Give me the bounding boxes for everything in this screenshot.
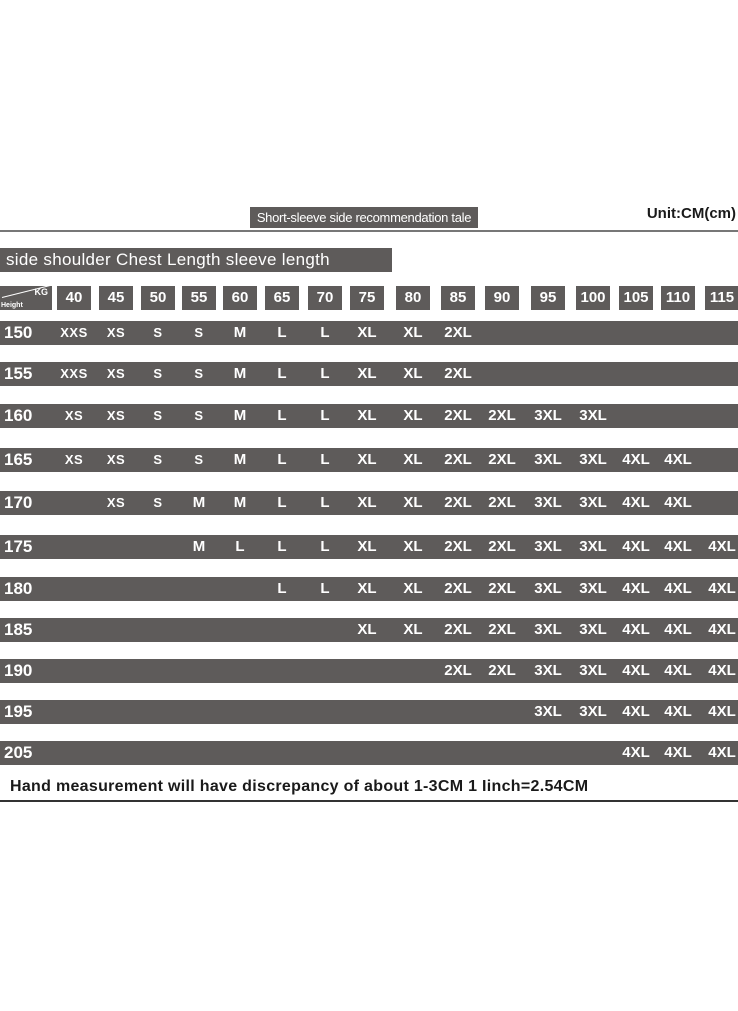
size-cell: 2XL (488, 662, 516, 679)
row-height-label: 165 (4, 450, 33, 469)
table-row (0, 618, 738, 642)
weight-header-40: 40 (57, 286, 91, 310)
size-cell: 4XL (664, 580, 692, 597)
size-cell: 3XL (534, 621, 562, 638)
weight-header-70: 70 (308, 286, 342, 310)
size-cell: L (320, 538, 330, 555)
weight-header-105: 105 (619, 286, 653, 310)
size-cell: 4XL (622, 494, 650, 511)
size-cell: 3XL (579, 407, 607, 424)
size-cell: S (153, 325, 163, 340)
weight-header-95: 95 (531, 286, 565, 310)
weight-header-60: 60 (223, 286, 257, 310)
size-cell: L (277, 407, 287, 424)
size-cell: 3XL (579, 662, 607, 679)
size-cell: M (233, 451, 247, 468)
size-cell: 2XL (444, 494, 472, 511)
size-cell: XL (403, 621, 423, 638)
size-cell: 3XL (579, 451, 607, 468)
row-height-label: 205 (4, 743, 33, 762)
row-height-label: 185 (4, 620, 33, 639)
size-cell: 4XL (664, 744, 692, 761)
size-cell: 4XL (708, 580, 736, 597)
size-cell: L (320, 407, 330, 424)
row-height-label: 150 (4, 323, 33, 342)
kg-label: KG (34, 287, 48, 297)
size-cell: XL (357, 451, 377, 468)
table-row (0, 741, 738, 765)
size-cell: 3XL (534, 538, 562, 555)
size-cell: XS (64, 408, 84, 423)
size-cell: XL (403, 538, 423, 555)
size-cell: 2XL (444, 662, 472, 679)
size-cell: 2XL (444, 451, 472, 468)
size-cell: XS (106, 408, 126, 423)
size-cell: L (320, 324, 330, 341)
row-height-label: 190 (4, 661, 33, 680)
row-height-label: 170 (4, 493, 33, 512)
weight-header-85: 85 (441, 286, 475, 310)
size-cell: 2XL (444, 365, 472, 382)
divider-top (0, 230, 738, 232)
size-cell: 3XL (579, 494, 607, 511)
size-cell: 3XL (534, 703, 562, 720)
size-cell: XL (403, 324, 423, 341)
weight-header-55: 55 (182, 286, 216, 310)
size-cell: S (194, 452, 204, 467)
table-row (0, 491, 738, 515)
size-cell: XL (403, 580, 423, 597)
height-label: Height (1, 302, 23, 309)
size-cell: M (192, 494, 206, 511)
size-cell: 3XL (534, 407, 562, 424)
table-row (0, 700, 738, 724)
size-cell: S (153, 452, 163, 467)
size-cell: S (153, 495, 163, 510)
size-cell: S (194, 366, 204, 381)
size-cell: L (277, 324, 287, 341)
weight-header-65: 65 (265, 286, 299, 310)
weight-header-100: 100 (576, 286, 610, 310)
size-cell: S (153, 408, 163, 423)
size-cell: 4XL (622, 621, 650, 638)
size-cell: 2XL (488, 538, 516, 555)
size-cell: 4XL (622, 580, 650, 597)
weight-header-45: 45 (99, 286, 133, 310)
size-cell: XS (106, 495, 126, 510)
size-cell: 2XL (488, 580, 516, 597)
size-cell: 4XL (708, 538, 736, 555)
table-row (0, 659, 738, 683)
table-row (0, 362, 738, 386)
size-cell: L (277, 451, 287, 468)
size-cell: 2XL (444, 538, 472, 555)
size-cell: 4XL (664, 621, 692, 638)
size-cell: XXS (60, 325, 88, 340)
size-cell: L (277, 580, 287, 597)
size-cell: 3XL (579, 621, 607, 638)
size-cell: 4XL (622, 538, 650, 555)
unit-label: Unit:CM(cm) (646, 205, 736, 222)
row-height-label: 180 (4, 579, 33, 598)
row-height-label: 155 (4, 364, 33, 383)
divider-bottom (0, 800, 738, 802)
weight-header-row (0, 286, 738, 310)
footnote: Hand measurement will have discrepancy of about 1-3CM 1 Iinch=2.54CM (10, 778, 589, 795)
size-cell: 4XL (708, 621, 736, 638)
size-cell: M (233, 365, 247, 382)
weight-header-115: 115 (705, 286, 738, 310)
size-cell: XL (357, 365, 377, 382)
size-cell: L (320, 494, 330, 511)
size-cell: 2XL (488, 494, 516, 511)
size-cell: 2XL (488, 621, 516, 638)
size-cell: L (235, 538, 245, 555)
size-cell: XL (403, 494, 423, 511)
weight-header-90: 90 (485, 286, 519, 310)
size-cell: S (194, 325, 204, 340)
table-row (0, 577, 738, 601)
size-cell: 4XL (622, 662, 650, 679)
size-cell: XL (357, 324, 377, 341)
corner-header (0, 286, 52, 310)
size-cell: L (320, 451, 330, 468)
weight-header-50: 50 (141, 286, 175, 310)
weight-header-110: 110 (661, 286, 695, 310)
table-row (0, 404, 738, 428)
size-cell: M (233, 324, 247, 341)
table-row (0, 448, 738, 472)
size-cell: L (320, 580, 330, 597)
row-height-label: 195 (4, 702, 33, 721)
size-cell: XS (106, 452, 126, 467)
table-row (0, 535, 738, 559)
size-cell: L (320, 365, 330, 382)
size-cell: XL (403, 451, 423, 468)
size-cell: S (194, 408, 204, 423)
size-cell: XS (106, 325, 126, 340)
size-cell: XL (357, 580, 377, 597)
size-cell: XL (357, 407, 377, 424)
chart-title: Short-sleeve side recommendation tale (250, 207, 478, 228)
weight-header-75: 75 (350, 286, 384, 310)
table-row (0, 321, 738, 345)
size-cell: M (192, 538, 206, 555)
size-cell: L (277, 494, 287, 511)
size-cell: 4XL (664, 451, 692, 468)
size-cell: 4XL (664, 538, 692, 555)
size-cell: 4XL (708, 744, 736, 761)
size-cell: L (277, 365, 287, 382)
size-cell: XL (357, 494, 377, 511)
size-cell: 2XL (488, 407, 516, 424)
size-cell: XL (403, 365, 423, 382)
size-cell: L (277, 538, 287, 555)
size-cell: 4XL (664, 494, 692, 511)
size-cell: 3XL (534, 580, 562, 597)
size-cell: 4XL (664, 662, 692, 679)
size-cell: XL (357, 621, 377, 638)
size-cell: 3XL (534, 662, 562, 679)
size-cell: 3XL (534, 494, 562, 511)
size-cell: M (233, 494, 247, 511)
size-cell: 4XL (664, 703, 692, 720)
size-cell: 4XL (622, 703, 650, 720)
size-cell: 2XL (444, 324, 472, 341)
size-cell: 2XL (444, 407, 472, 424)
row-height-label: 160 (4, 406, 33, 425)
size-cell: S (153, 366, 163, 381)
size-cell: 3XL (579, 703, 607, 720)
size-cell: XS (106, 366, 126, 381)
size-cell: 3XL (579, 580, 607, 597)
size-cell: XL (357, 538, 377, 555)
size-cell: M (233, 407, 247, 424)
size-cell: XXS (60, 366, 88, 381)
row-height-label: 175 (4, 537, 33, 556)
size-cell: 2XL (444, 580, 472, 597)
size-cell: XL (403, 407, 423, 424)
size-cell: 4XL (622, 451, 650, 468)
size-cell: 3XL (534, 451, 562, 468)
size-cell: 4XL (708, 662, 736, 679)
weight-header-80: 80 (396, 286, 430, 310)
size-cell: XS (64, 452, 84, 467)
size-cell: 2XL (444, 621, 472, 638)
column-tag: side shoulder Chest Length sleeve length (0, 248, 392, 272)
size-cell: 4XL (622, 744, 650, 761)
size-cell: 3XL (579, 538, 607, 555)
size-cell: 4XL (708, 703, 736, 720)
size-cell: 2XL (488, 451, 516, 468)
